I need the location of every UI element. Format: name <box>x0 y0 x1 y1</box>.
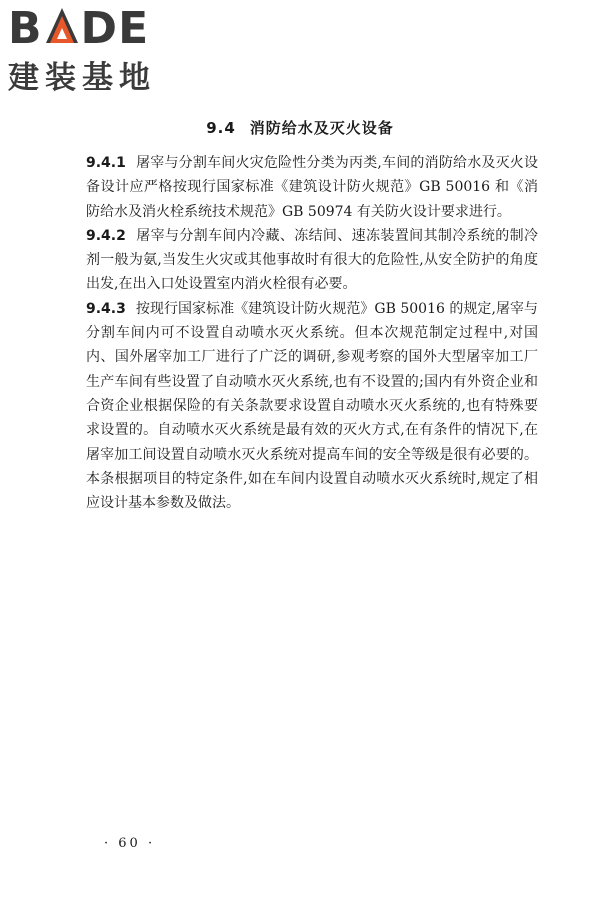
clause-number: 9.4.2 <box>86 227 126 244</box>
clause-text: 屠宰与分割车间内冷藏、冻结间、速冻装置间其制冷系统的制冷剂一般为氨,当发生火灾或其他事故时有很大的危险性,从安全防护的角度出发,在出入口处设置室内消火栓很有必要。 <box>86 227 538 293</box>
clause-number: 9.4.3 <box>86 300 126 317</box>
section-title <box>0 118 600 138</box>
section-number: 9.4 <box>206 119 236 137</box>
clauses-body <box>86 151 538 515</box>
logo-a-triangle <box>44 6 80 44</box>
clause-9-4-1 <box>86 151 538 224</box>
logo-letters-de: DE <box>80 3 150 54</box>
clause-text: 按现行国家标准《建筑设计防火规范》GB 50016 的规定,屠宰与分割车间内可不设置自动喷水灭火系统。但本次规范制定过程中,对国内、国外屠宰加工厂进行了广泛的调研,参观考察的国外大型屠宰加工厂生产车间有些设置了自动喷水灭火系统,也有不设置的;国内有外资企业和合资企业根据保险的有关条款要求设置自动喷水灭火系统的,也有特殊要求设置的。自动喷水灭火系统是最有效的灭火方式,在有条件的情况下,在屠宰加工间设置自动喷水灭火系统对提高车间的安全等级是很有必要的。本条根据项目的特定条件,如在车间内设置自动喷水灭火系统时,规定了相应设计基本参数及做法。 <box>86 300 538 512</box>
clause-text: 屠宰与分割车间火灾危险性分类为丙类,车间的消防给水及灭火设备设计应严格按现行国家标准《建筑设计防火规范》GB 50016 和《消防给水及消火栓系统技术规范》GB 50974 有关防火设计要求进行。 <box>86 155 538 220</box>
bade-logo <box>8 4 183 100</box>
clause-9-4-2 <box>86 224 538 297</box>
logo-subtitle: 建装基地 <box>8 60 156 96</box>
clause-9-4-3 <box>86 297 538 516</box>
page-number: · 60 · <box>104 836 156 851</box>
logo-letter-b: B <box>8 3 43 54</box>
logo-letter-a-icon <box>44 6 80 44</box>
section-title-text: 消防给水及灭火设备 <box>249 119 394 137</box>
logo-wordmark <box>8 4 149 54</box>
clause-number: 9.4.1 <box>86 155 126 171</box>
